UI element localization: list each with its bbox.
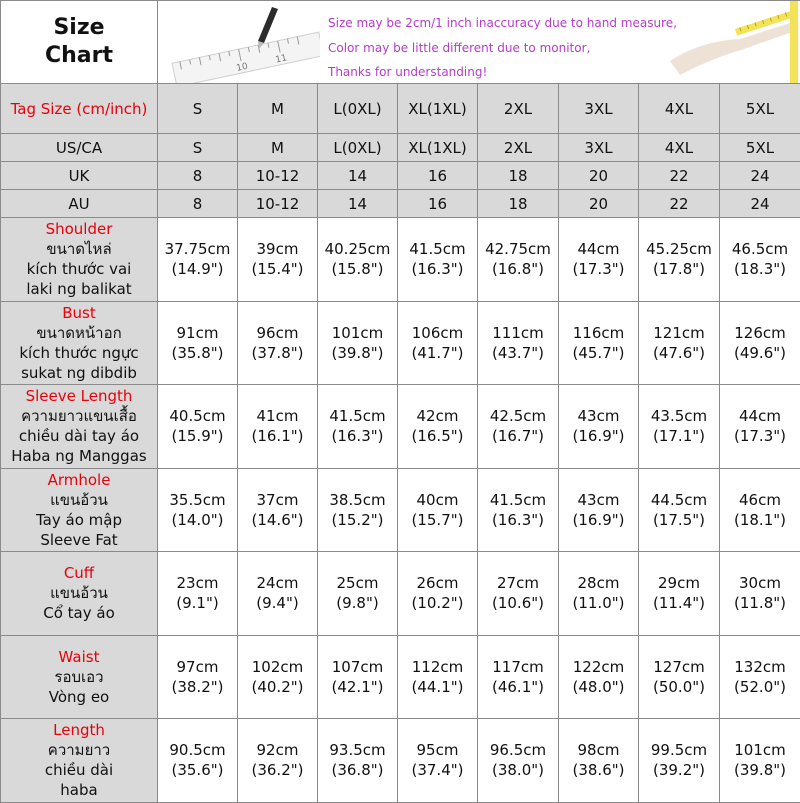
measurement-label-cell [1,719,158,803]
measurement-cm: 127cm [639,657,719,677]
size-value: 20 [559,166,638,186]
size-value: XL(1XL) [398,138,477,158]
measurement-inch: (14.0") [158,510,237,530]
measurement-row [1,301,800,385]
measurement-cell [639,218,720,302]
measurement-translation: chiều dài [1,760,157,780]
measurement-inch: (18.3") [720,259,800,279]
measurement-cm: 46cm [720,490,800,510]
measurement-inch: (36.2") [238,760,317,780]
size-value: S [158,99,237,119]
measurement-cell [238,301,318,385]
measurement-cm: 37cm [238,490,317,510]
size-value: 20 [559,194,638,214]
size-cell [559,134,639,162]
measurement-translation: kích thước ngực [1,343,157,363]
size-value: 10-12 [238,194,317,214]
measurement-inch: (43.7") [478,343,558,363]
measurement-cm: 41.5cm [398,239,477,259]
measurement-inch: (15.7") [398,510,477,530]
size-cell [478,190,559,218]
measurement-cell [158,385,238,469]
measurement-cell [478,218,559,302]
measurement-cell [478,719,559,803]
measurement-inch: (17.8") [639,259,719,279]
measurement-translation: Tay áo mập [1,510,157,530]
size-cell [238,162,318,190]
measurement-cell [639,635,720,719]
measurement-cell [639,552,720,636]
measurement-cell [318,468,398,552]
measurement-inch: (10.2") [398,593,477,613]
measurement-cm: 101cm [720,740,800,760]
measurement-inch: (11.4") [639,593,719,613]
size-cell [478,134,559,162]
measurement-cm: 97cm [158,657,237,677]
measurement-inch: (16.8") [478,259,558,279]
size-cell [238,134,318,162]
measurement-cell [720,635,800,719]
size-cell [639,190,720,218]
measurement-cell [639,719,720,803]
size-value: 2XL [478,99,558,119]
size-value: S [158,138,237,158]
size-cell [398,134,478,162]
measurement-cm: 93.5cm [318,740,397,760]
measurement-inch: (52.0") [720,677,800,697]
measurement-cell [559,385,639,469]
measurement-row [1,218,800,302]
measurement-inch: (11.0") [559,593,638,613]
measurement-cell [158,468,238,552]
size-row [1,134,800,162]
size-cell [478,162,559,190]
size-value: 8 [158,194,237,214]
measurement-cell [478,635,559,719]
measurement-translation: chiều dài tay áo [1,426,157,446]
measurement-cm: 40.5cm [158,406,237,426]
size-value: 5XL [720,99,800,119]
measurement-cm: 98cm [559,740,638,760]
measurement-inch: (16.1") [238,426,317,446]
size-cell [238,190,318,218]
measurement-inch: (50.0") [639,677,719,697]
measurement-cell [720,218,800,302]
measurement-name: Shoulder [1,219,157,239]
measurement-cell [318,301,398,385]
measurement-cell [398,301,478,385]
chart-title-line2: Chart [1,42,157,70]
size-value: 18 [478,166,558,186]
row-label: US/CA [1,138,157,158]
measurement-cell [720,301,800,385]
row-label-cell [1,162,158,190]
header-row [1,1,800,84]
size-value: 2XL [478,138,558,158]
measurement-inch: (17.5") [639,510,719,530]
measurement-cm: 40.25cm [318,239,397,259]
measurement-inch: (15.4") [238,259,317,279]
size-value: 5XL [720,138,800,158]
measurement-cm: 43.5cm [639,406,719,426]
measurement-cell [238,468,318,552]
measurement-cm: 116cm [559,323,638,343]
measurement-translation: Haba ng Manggas [1,446,157,466]
measurement-row [1,635,800,719]
size-cell [639,84,720,134]
measurement-cell [158,301,238,385]
measurement-cm: 99.5cm [639,740,719,760]
measurement-inch: (35.6") [158,760,237,780]
measurement-row [1,385,800,469]
measurement-cell [318,218,398,302]
measurement-inch: (14.6") [238,510,317,530]
measurement-inch: (9.4") [238,593,317,613]
measurement-cm: 122cm [559,657,638,677]
measurement-inch: (18.1") [720,510,800,530]
measurement-translation: ขนาดหน้าอก [1,323,157,343]
size-value: M [238,99,317,119]
size-cell [238,84,318,134]
size-value: 16 [398,194,477,214]
measurement-row [1,719,800,803]
measurement-translation: kích thước vai [1,259,157,279]
row-label: AU [1,194,157,214]
chart-title [1,1,158,84]
size-cell [639,134,720,162]
measurement-cm: 107cm [318,657,397,677]
measurement-cm: 102cm [238,657,317,677]
measurement-inch: (16.5") [398,426,477,446]
measurement-cm: 42.5cm [478,406,558,426]
measurement-cell [158,635,238,719]
size-cell [398,190,478,218]
size-value: 22 [639,166,719,186]
row-label: Tag Size (cm/inch) [1,99,157,119]
measurement-translation: ความยาว [1,740,157,760]
notice-line-1: Size may be 2cm/1 inch inaccuracy due to hand measure, [328,11,677,36]
size-cell [478,84,559,134]
measurement-translation: sukat ng dibdib [1,363,157,383]
measurement-translation: รอบเอว [1,667,157,687]
size-value: 3XL [559,99,638,119]
measurement-cm: 101cm [318,323,397,343]
measurement-cm: 44.5cm [639,490,719,510]
measurement-cm: 42cm [398,406,477,426]
measurement-label-cell [1,635,158,719]
measurement-cell [720,468,800,552]
size-cell [720,162,800,190]
size-row [1,190,800,218]
measurement-translation: Cổ tay áo [1,603,157,623]
measurement-cm: 90.5cm [158,740,237,760]
measurement-cm: 96cm [238,323,317,343]
size-row [1,84,800,134]
measurement-cm: 42.75cm [478,239,558,259]
measurement-translation: Vòng eo [1,687,157,707]
measurement-cell [639,301,720,385]
size-cell [559,190,639,218]
measurement-cell [478,301,559,385]
size-cell [639,162,720,190]
measurement-translation: แขนอ้วน [1,583,157,603]
measurement-inch: (39.2") [639,760,719,780]
size-value: 14 [318,194,397,214]
measurement-cell [398,468,478,552]
measurement-cm: 35.5cm [158,490,237,510]
size-cell [318,162,398,190]
measurement-cell [559,218,639,302]
size-cell [720,134,800,162]
measurement-cell [238,385,318,469]
measurement-cm: 95cm [398,740,477,760]
ruler-number-11: 11 [275,53,288,65]
measurement-cm: 117cm [478,657,558,677]
measurement-cell [318,385,398,469]
measurement-cell [238,635,318,719]
size-value: 18 [478,194,558,214]
notice-line-2: Color may be little different due to monitor, [328,36,677,61]
measurement-cell [398,635,478,719]
measurement-inch: (49.6") [720,343,800,363]
measurement-cm: 30cm [720,573,800,593]
size-cell [720,84,800,134]
measurement-inch: (16.3") [478,510,558,530]
measurement-cm: 96.5cm [478,740,558,760]
size-cell [318,84,398,134]
measurement-cell [398,218,478,302]
measurement-cell [720,552,800,636]
measurement-cm: 40cm [398,490,477,510]
measurement-inch: (47.6") [639,343,719,363]
measurement-cell [478,552,559,636]
measurement-cm: 92cm [238,740,317,760]
measurement-cell [238,218,318,302]
measurement-cm: 112cm [398,657,477,677]
measurement-inch: (16.3") [398,259,477,279]
measurement-cell [158,552,238,636]
measurement-inch: (38.0") [478,760,558,780]
measurement-inch: (38.6") [559,760,638,780]
measurement-inch: (9.1") [158,593,237,613]
size-row [1,162,800,190]
measurement-row [1,468,800,552]
measurement-inch: (40.2") [238,677,317,697]
row-label-cell [1,190,158,218]
measurement-inch: (9.8") [318,593,397,613]
size-cell [318,134,398,162]
row-label: UK [1,166,157,186]
measurement-translation: Sleeve Fat [1,530,157,550]
measurement-translation: laki ng balikat [1,279,157,299]
measurement-inch: (39.8") [318,343,397,363]
measurement-cm: 44cm [720,406,800,426]
measurement-inch: (17.3") [720,426,800,446]
measurement-translation: ขนาดไหล่ [1,239,157,259]
chart-title-line1: Size [1,14,157,42]
measurement-cm: 44cm [559,239,638,259]
measurement-cell [478,468,559,552]
measurement-cell [720,385,800,469]
measurement-cm: 29cm [639,573,719,593]
measurement-name: Cuff [1,563,157,583]
measurement-inch: (14.9") [158,259,237,279]
size-value: 16 [398,166,477,186]
measurement-cm: 25cm [318,573,397,593]
measurement-cm: 91cm [158,323,237,343]
measurement-cell [318,719,398,803]
measurement-label-cell [1,468,158,552]
size-cell [158,134,238,162]
measurement-inch: (41.7") [398,343,477,363]
measurement-inch: (15.2") [318,510,397,530]
size-cell [720,190,800,218]
measurement-name: Length [1,720,157,740]
size-value: 3XL [559,138,638,158]
measurement-translation: haba [1,780,157,800]
size-value: 10-12 [238,166,317,186]
ruler-number-10: 10 [236,62,250,74]
measurement-cm: 126cm [720,323,800,343]
measurement-inch: (17.1") [639,426,719,446]
measurement-inch: (45.7") [559,343,638,363]
measurement-name: Sleeve Length [1,386,157,406]
measurement-cm: 41cm [238,406,317,426]
notice-text [328,11,677,84]
measurement-inch: (16.3") [318,426,397,446]
measurement-cell [158,218,238,302]
measurement-cm: 39cm [238,239,317,259]
measurement-cm: 121cm [639,323,719,343]
measurement-inch: (37.4") [398,760,477,780]
size-value: 4XL [639,138,719,158]
measurement-cell [559,635,639,719]
measurement-cm: 43cm [559,490,638,510]
measurement-translation: ความยาวแขนเสื้อ [1,406,157,426]
measurement-cm: 111cm [478,323,558,343]
size-value: 4XL [639,99,719,119]
measurement-inch: (16.7") [478,426,558,446]
size-cell [318,190,398,218]
size-value: XL(1XL) [398,99,477,119]
measurement-cell [398,719,478,803]
measurement-inch: (39.8") [720,760,800,780]
size-value: L(0XL) [318,99,397,119]
measurement-cm: 43cm [559,406,638,426]
size-cell [158,190,238,218]
size-value: 8 [158,166,237,186]
size-cell [398,162,478,190]
measurement-inch: (38.2") [158,677,237,697]
measurement-inch: (35.8") [158,343,237,363]
measurement-cell [478,385,559,469]
measurement-inch: (37.8") [238,343,317,363]
measurement-cell [720,719,800,803]
measurement-name: Waist [1,647,157,667]
measurement-cell [398,385,478,469]
measurement-cm: 27cm [478,573,558,593]
measurement-inch: (42.1") [318,677,397,697]
size-value: 14 [318,166,397,186]
measurement-cm: 41.5cm [318,406,397,426]
ruler-pen-illustration [160,1,320,83]
measurement-cm: 106cm [398,323,477,343]
measurement-cm: 45.25cm [639,239,719,259]
measurement-cm: 26cm [398,573,477,593]
size-value: 24 [720,194,800,214]
measurement-cell [559,468,639,552]
measurement-cm: 132cm [720,657,800,677]
measurement-cm: 46.5cm [720,239,800,259]
measurement-cm: 23cm [158,573,237,593]
size-value: M [238,138,317,158]
measurement-label-cell [1,385,158,469]
measurement-cell [639,468,720,552]
measurement-cell [559,719,639,803]
measurement-cell [398,552,478,636]
measurement-row [1,552,800,636]
measurement-name: Armhole [1,470,157,490]
measurement-inch: (15.9") [158,426,237,446]
measurement-cell [559,552,639,636]
measuring-tape-hand-illustration [640,1,800,83]
size-cell [559,84,639,134]
measurement-cm: 38.5cm [318,490,397,510]
measurement-inch: (17.3") [559,259,638,279]
measurement-cm: 28cm [559,573,638,593]
measurement-label-cell [1,301,158,385]
measurement-cell [238,719,318,803]
measurement-cm: 24cm [238,573,317,593]
measurement-inch: (36.8") [318,760,397,780]
measurement-cell [158,719,238,803]
measurement-label-cell [1,552,158,636]
measurement-inch: (16.9") [559,510,638,530]
size-value: L(0XL) [318,138,397,158]
row-label-cell [1,84,158,134]
size-value: 24 [720,166,800,186]
measurement-inch: (15.8") [318,259,397,279]
size-value: 22 [639,194,719,214]
measurement-cm: 37.75cm [158,239,237,259]
measurement-cell [318,552,398,636]
measurement-inch: (16.9") [559,426,638,446]
size-cell [559,162,639,190]
measurement-cell [639,385,720,469]
measurement-name: Bust [1,303,157,323]
size-cell [158,162,238,190]
measurement-inch: (10.6") [478,593,558,613]
measurement-inch: (48.0") [559,677,638,697]
measurement-cell [238,552,318,636]
measurement-inch: (46.1") [478,677,558,697]
notice-line-3: Thanks for understanding! [328,60,677,84]
size-cell [398,84,478,134]
measurement-cell [559,301,639,385]
measurement-cell [318,635,398,719]
size-cell [158,84,238,134]
measurement-inch: (11.8") [720,593,800,613]
notice-banner [158,1,800,84]
measurement-translation: แขนอ้วน [1,490,157,510]
measurement-label-cell [1,218,158,302]
row-label-cell [1,134,158,162]
measurement-inch: (44.1") [398,677,477,697]
measurement-cm: 41.5cm [478,490,558,510]
